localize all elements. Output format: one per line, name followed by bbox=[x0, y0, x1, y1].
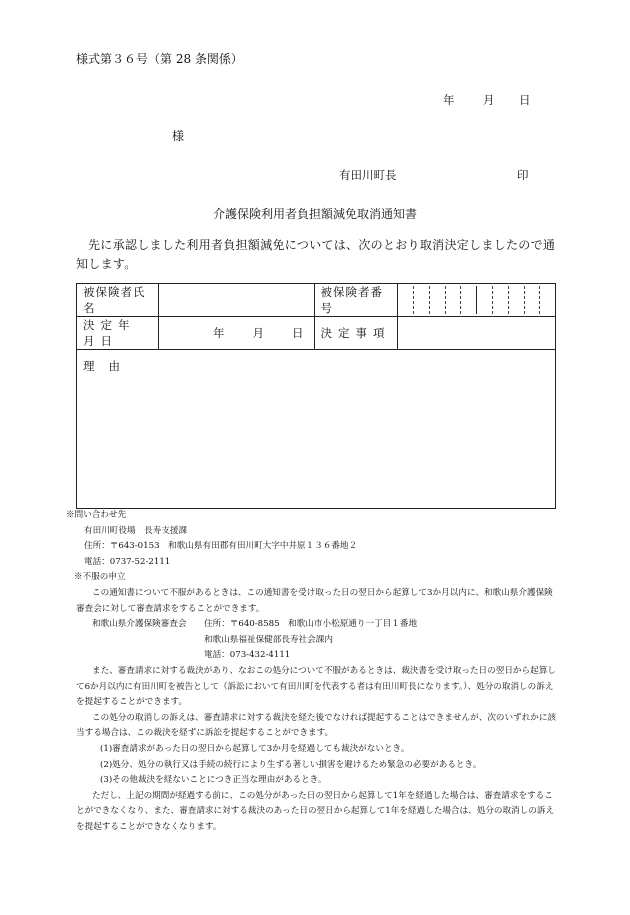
insured-name-field[interactable] bbox=[158, 284, 314, 317]
decision-matter-field[interactable] bbox=[398, 317, 556, 350]
issuer-name: 有田川町長 bbox=[339, 168, 397, 182]
office-name: 有田川町役場 長寿支援課 bbox=[84, 525, 188, 536]
case-2: (2)処分、処分の執行又は手続の続行により生ずる著しい損害を避けるため緊急の必要があるとき。 bbox=[100, 759, 482, 770]
decision-day: 日 bbox=[292, 326, 304, 340]
issue-date bbox=[443, 92, 531, 108]
decision-date-label: 決定年月日 bbox=[77, 317, 159, 350]
issue-date-year: 年 bbox=[443, 93, 455, 107]
notes-section bbox=[66, 508, 560, 835]
appeal-heading: ※不服の申立 bbox=[74, 572, 126, 583]
notice-table bbox=[76, 283, 556, 509]
insured-number-field[interactable] bbox=[398, 284, 556, 317]
board-dept: 和歌山県福祉保健部長寿社会課内 bbox=[204, 634, 333, 645]
office-address: 住所：〒643-0153 和歌山県有田郡有田川町大字中井原１３６番地２ bbox=[84, 541, 358, 552]
proviso-text: ただし、上記の期間が経過する前に、この処分があった日の翌日から起算して1年を経過した場合は、審査請求をすることができなくなり、また、審査請求に対する裁決のあった日の翌日から起算して1年を経過した場合は、処分の取消しの訴えを提起することができなくなります。 bbox=[76, 790, 555, 832]
lead-paragraph: 先に承認しました利用者負担額減免については、次のとおり取消決定しましたので通知します。 bbox=[76, 238, 556, 271]
issue-date-month: 月 bbox=[483, 93, 495, 107]
decision-month: 月 bbox=[252, 326, 265, 340]
seal-mark: 印 bbox=[517, 168, 529, 182]
issue-date-day: 日 bbox=[519, 93, 531, 107]
board-address: 住所：〒640-8585 和歌山市小松原通り一丁目１番地 bbox=[204, 619, 418, 630]
office-phone: 電話：0737-52-2111 bbox=[84, 556, 171, 567]
form-number: 様式第３６号（第 28 条関係） bbox=[76, 52, 243, 66]
reason-field[interactable] bbox=[77, 350, 556, 509]
board-info bbox=[66, 617, 560, 633]
decision-date-field[interactable] bbox=[158, 317, 314, 350]
decision-year: 年 bbox=[213, 326, 225, 340]
board-phone: 電話：073-432-4111 bbox=[204, 650, 291, 661]
case-3: (3)その他裁決を経ないことにつき正当な理由があるとき。 bbox=[100, 775, 327, 786]
case-1: (1)審査請求があった日の翌日から起算して3か月を経過しても裁決がないとき。 bbox=[100, 743, 410, 754]
appeal-text: この通知書について不服があるときは、この通知書を受け取った日の翌日から起算して3か月以内に、和歌山県介護保険審査会に対して審査請求をすることができます。 bbox=[76, 587, 553, 614]
document-title: 介護保険利用者負担額減免取消通知書 bbox=[212, 207, 417, 221]
lawsuit-text: また、審査請求に対する裁決があり、なおこの処分について不服があるときは、裁決書を受け取った日の翌日から起算して6か月以内に有田川町を被告として（訴訟において有田川町を代表する者は有田川町長になります。）、処分の取消しの訴えを提起することができます。 bbox=[76, 665, 556, 708]
decision-matter-label: 決定事項 bbox=[314, 317, 398, 350]
contact-heading: ※問い合わせ先 bbox=[66, 510, 127, 520]
board-name: 和歌山県介護保険審査会 bbox=[92, 619, 187, 630]
exception-text: この処分の取消しの訴えは、審査請求に対する裁決を経た後でなければ提起することはできませんが、次のいずれかに該当する場合は、この裁決を経ずに訴訟を提起することができます。 bbox=[76, 712, 557, 739]
reason-label: 理由 bbox=[83, 359, 134, 373]
recipient-suffix: 様 bbox=[172, 129, 185, 143]
insured-name-label: 被保険者氏名 bbox=[77, 284, 159, 317]
insured-number-label: 被保険者番号 bbox=[314, 284, 398, 317]
